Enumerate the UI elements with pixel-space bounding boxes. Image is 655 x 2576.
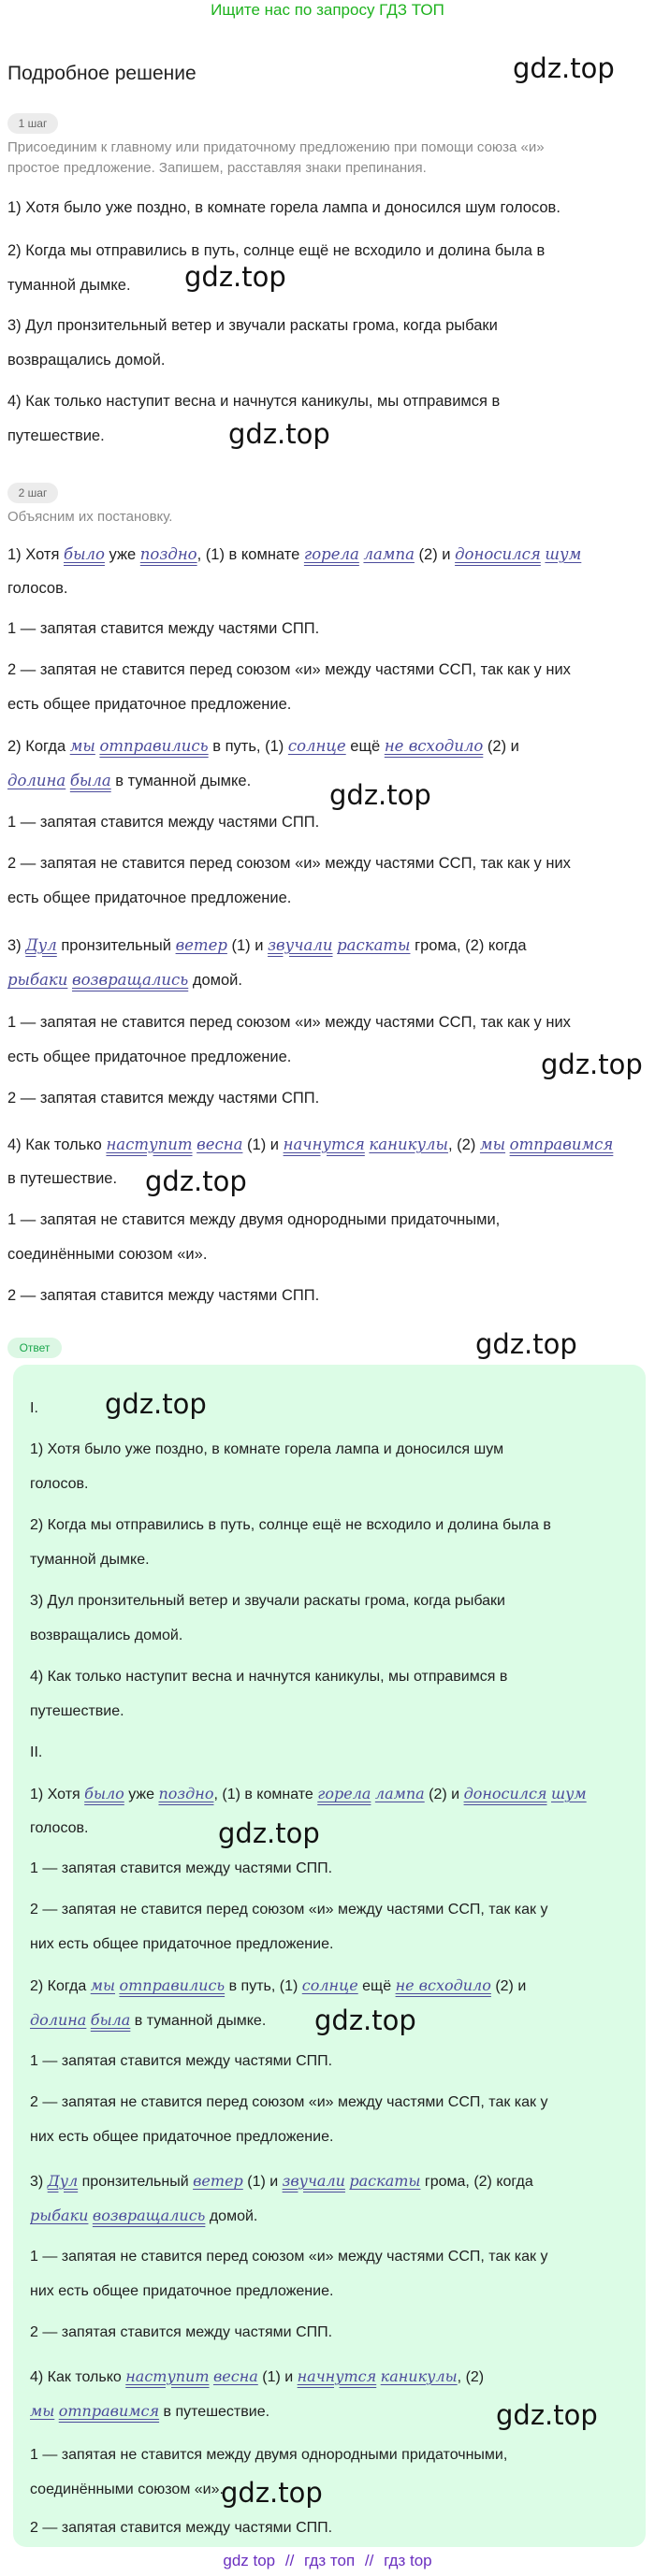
- answer-badge: Ответ: [7, 1338, 62, 1358]
- analysis-sentence: рыбаки возвращались домой.: [30, 2207, 258, 2224]
- explanation: 1 — запятая ставится между частями СПП.: [30, 1860, 333, 1876]
- sentence: возвращались домой.: [7, 352, 166, 369]
- explanation: есть общее придаточное предложение.: [7, 696, 292, 713]
- footer-link[interactable]: гдз топ: [304, 2552, 356, 2569]
- analysis-sentence: 2) Когда мы отправились в путь, (1) солнце ещё не всходило (2) и: [7, 737, 519, 755]
- sentence: туманной дымке.: [7, 277, 131, 294]
- watermark: gdz.top: [496, 2399, 598, 2431]
- explanation: них есть общее придаточное предложение.: [30, 2283, 334, 2299]
- explanation: 2 — запятая не ставится перед союзом «и» между частями ССП, так как у: [30, 2094, 548, 2110]
- answer-sentence: 3) Дул пронзительный ветер и звучали раскаты грома, когда рыбаки: [30, 1593, 505, 1609]
- explanation: 1 — запятая не ставится перед союзом «и» между частями ССП, так как у: [30, 2249, 548, 2265]
- answer-part-label: II.: [30, 1744, 43, 1760]
- watermark: gdz.top: [145, 1165, 247, 1197]
- step-badge: 2 шаг: [7, 483, 58, 503]
- watermark: gdz.top: [513, 52, 615, 84]
- analysis-text: голосов.: [7, 580, 68, 597]
- explanation: 2 — запятая ставится между частями СПП.: [7, 1090, 320, 1107]
- explanation: 1 — запятая ставится между частями СПП.: [7, 814, 320, 831]
- explanation: 2 — запятая не ставится перед союзом «и» между частями ССП, так как у них: [7, 855, 571, 872]
- watermark: gdz.top: [314, 2004, 416, 2036]
- step-intro: простое предложение. Запишем, расставляя знаки препинания.: [7, 160, 427, 176]
- watermark: gdz.top: [228, 418, 330, 450]
- explanation: есть общее придаточное предложение.: [7, 1049, 292, 1065]
- watermark: gdz.top: [218, 1817, 320, 1849]
- page-title: Подробное решение: [7, 63, 196, 84]
- watermark: gdz.top: [184, 261, 286, 293]
- answer-part-label: I.: [30, 1400, 38, 1416]
- sentence: путешествие.: [7, 427, 105, 444]
- explanation: 2 — запятая не ставится перед союзом «и» между частями ССП, так как у: [30, 1902, 548, 1918]
- watermark: gdz.top: [221, 2477, 323, 2509]
- watermark: gdz.top: [105, 1388, 207, 1420]
- answer-sentence: 4) Как только наступит весна и начнутся каникулы, мы отправимся в: [30, 1669, 508, 1685]
- analysis-sentence: 4) Как только наступит весна (1) и начнутся каникулы, (2): [30, 2367, 485, 2385]
- answer-sentence: путешествие.: [30, 1703, 124, 1719]
- explanation: них есть общее придаточное предложение.: [30, 2129, 334, 2145]
- explanation: есть общее придаточное предложение.: [7, 890, 292, 906]
- analysis-sentence: 3) Дул пронзительный ветер (1) и звучали раскаты грома, (2) когда: [7, 936, 527, 954]
- watermark: gdz.top: [541, 1049, 643, 1080]
- analysis-sentence: мы отправимся в путешествие.: [30, 2402, 270, 2420]
- explanation: 2 — запятая ставится между частями СПП.: [30, 2324, 333, 2340]
- explanation: соединёнными союзом «и».: [7, 1246, 208, 1263]
- analysis-sentence: долина была в туманной дымке.: [7, 772, 252, 789]
- analysis-sentence: 1) Хотя было уже поздно, (1) в комнате горела лампа (2) и доносился шум: [30, 1785, 587, 1802]
- explanation: 2 — запятая не ставится перед союзом «и» между частями ССП, так как у них: [7, 661, 571, 678]
- step-intro: Объясним их постановку.: [7, 509, 173, 525]
- answer-sentence: 2) Когда мы отправились в путь, солнце ещё не всходило и долина была в: [30, 1517, 551, 1533]
- footer-links: [0, 2551, 655, 2571]
- sentence: 4) Как только наступит весна и начнутся каникулы, мы отправимся в: [7, 393, 501, 410]
- watermark: gdz.top: [475, 1328, 577, 1360]
- footer-separator: //: [284, 2552, 295, 2569]
- footer-link[interactable]: гдз top: [384, 2552, 432, 2569]
- analysis-text: голосов.: [30, 1820, 89, 1836]
- sentence: 2) Когда мы отправились в путь, солнце ещё не всходило и долина была в: [7, 242, 546, 259]
- analysis-sentence: 4) Как только наступит весна (1) и начнутся каникулы, (2) мы отправимся: [7, 1136, 614, 1153]
- analysis-sentence: 3) Дул пронзительный ветер (1) и звучали раскаты грома, (2) когда: [30, 2172, 533, 2190]
- footer-link[interactable]: gdz top: [223, 2552, 276, 2569]
- analysis-text: в путешествие.: [7, 1170, 118, 1187]
- explanation: 2 — запятая ставится между частями СПП.: [7, 1287, 320, 1304]
- step-badge: 1 шаг: [7, 113, 58, 134]
- search-promo-link[interactable]: Ищите нас по запросу ГДЗ ТОП: [211, 1, 444, 19]
- answer-sentence: 1) Хотя было уже поздно, в комнате горела лампа и доносился шум: [30, 1441, 504, 1457]
- analysis-sentence: рыбаки возвращались домой.: [7, 971, 242, 989]
- footer-separator: //: [364, 2552, 374, 2569]
- step-intro: Присоединим к главному или придаточному предложению при помощи союза «и»: [7, 139, 545, 155]
- analysis-sentence: долина была в туманной дымке.: [30, 2011, 267, 2029]
- answer-sentence: возвращались домой.: [30, 1628, 183, 1643]
- explanation: 1 — запятая не ставится перед союзом «и» между частями ССП, так как у них: [7, 1014, 571, 1031]
- explanation: них есть общее придаточное предложение.: [30, 1936, 334, 1952]
- sentence: 1) Хотя было уже поздно, в комнате горела лампа и доносился шум голосов.: [7, 199, 560, 216]
- answer-sentence: туманной дымке.: [30, 1552, 150, 1568]
- analysis-sentence: 1) Хотя было уже поздно, (1) в комнате горела лампа (2) и доносился шум: [7, 545, 582, 563]
- answer-sentence: голосов.: [30, 1476, 89, 1492]
- explanation: 2 — запятая ставится между частями СПП.: [30, 2520, 333, 2536]
- analysis-sentence: 2) Когда мы отправились в путь, (1) солнце ещё не всходило (2) и: [30, 1976, 527, 1994]
- explanation: 1 — запятая не ставится между двумя однородными придаточными,: [30, 2447, 508, 2463]
- explanation: соединёнными союзом «и».: [30, 2482, 224, 2497]
- explanation: 1 — запятая не ставится между двумя однородными придаточными,: [7, 1211, 501, 1228]
- watermark: gdz.top: [329, 779, 431, 811]
- explanation: 1 — запятая ставится между частями СПП.: [30, 2053, 333, 2069]
- explanation: 1 — запятая ставится между частями СПП.: [7, 620, 320, 637]
- sentence: 3) Дул пронзительный ветер и звучали раскаты грома, когда рыбаки: [7, 317, 498, 334]
